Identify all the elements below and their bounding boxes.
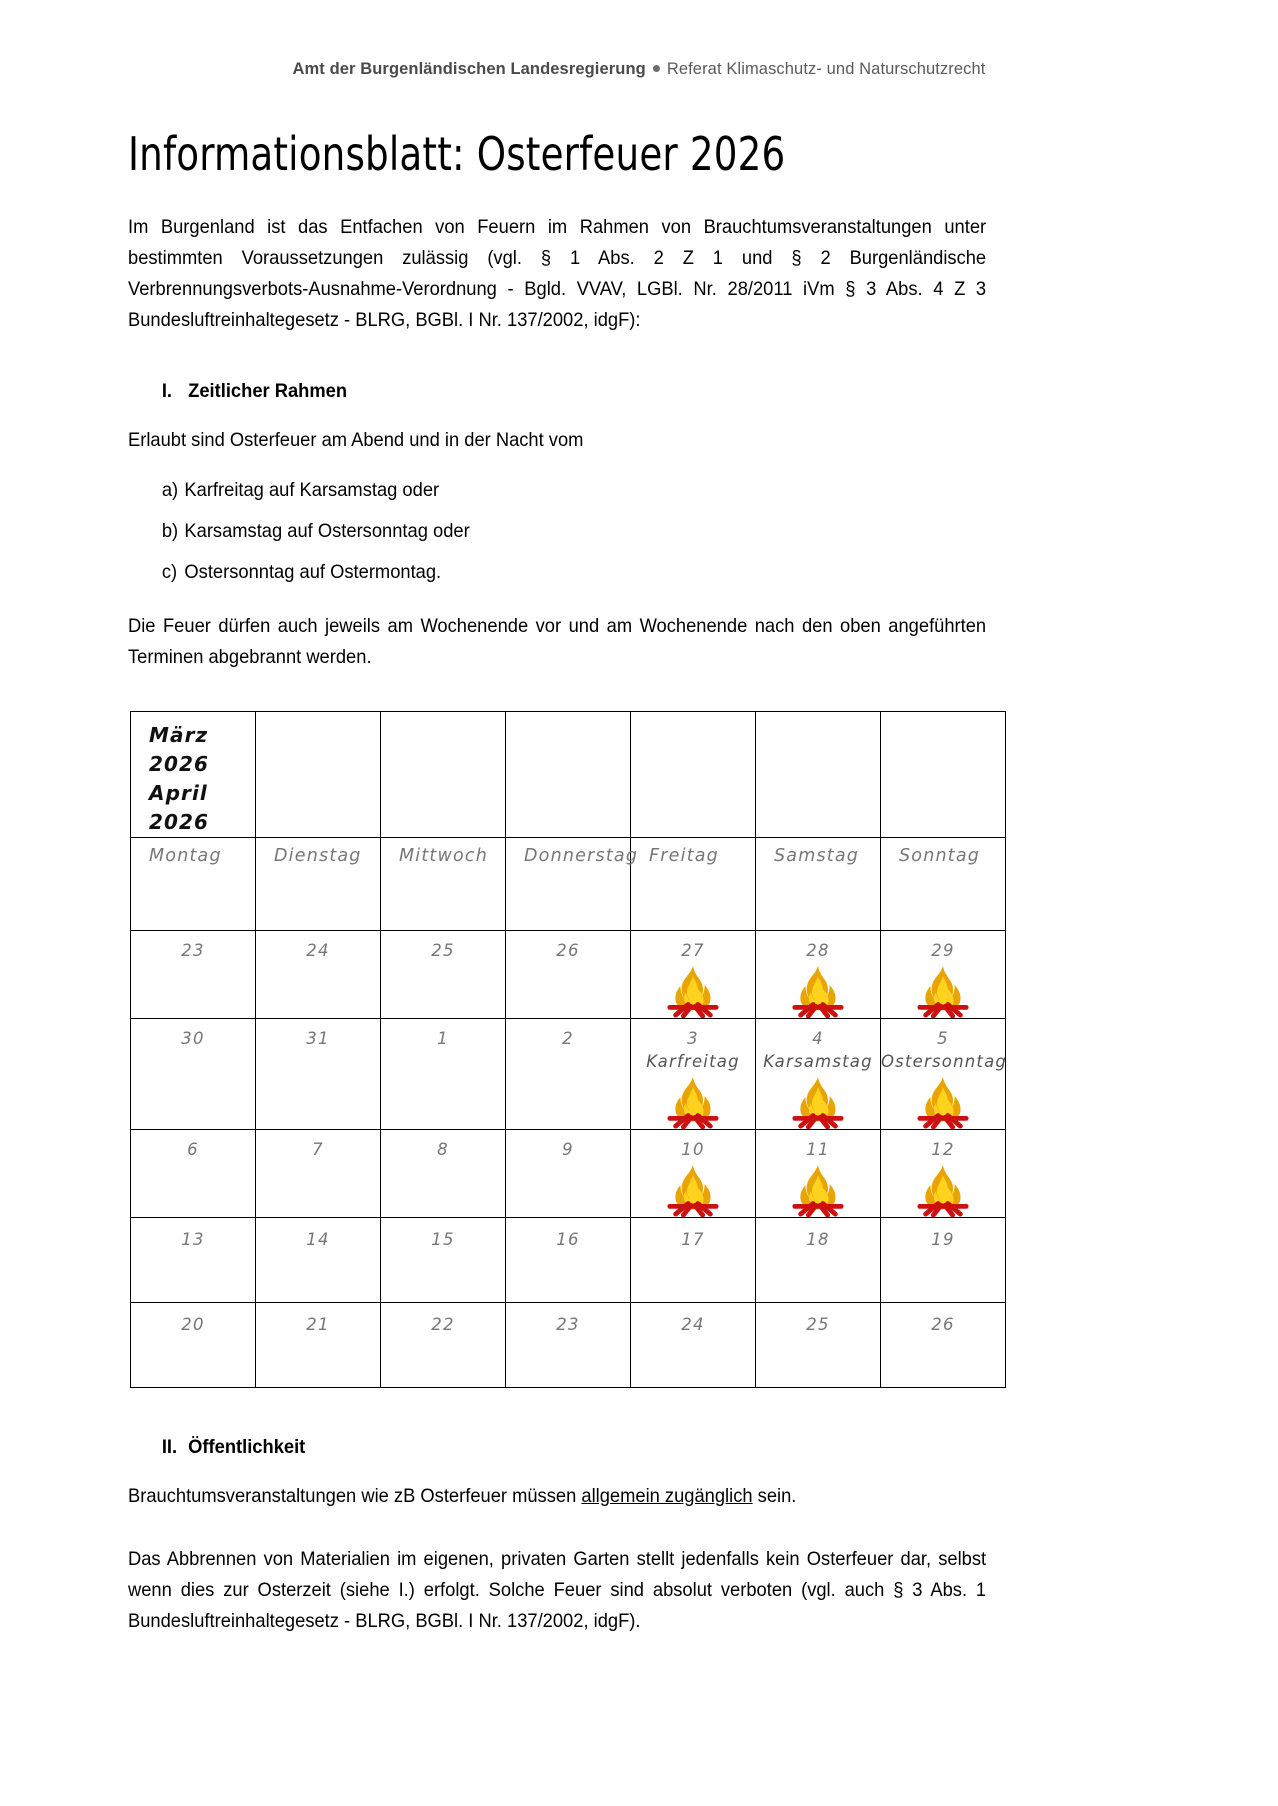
section-2-heading <box>128 1436 986 1459</box>
calendar-day-cell[interactable] <box>506 1303 631 1388</box>
calendar-day-number: 8 <box>437 1140 449 1160</box>
section-2-p1-before: Brauchtumsveranstaltungen wie zB Osterfeuer müssen <box>128 1485 582 1508</box>
list-item-label: Ostersonntag auf Ostermontag. <box>184 561 442 584</box>
calendar-day-number: 16 <box>556 1230 580 1250</box>
calendar-day-number: 28 <box>806 941 830 961</box>
calendar-day-cell[interactable] <box>506 931 631 1019</box>
calendar-day-number: 14 <box>306 1230 330 1250</box>
calendar-day-cell[interactable] <box>756 931 881 1019</box>
calendar-day-cell[interactable] <box>881 1130 1006 1218</box>
calendar-day-number: 31 <box>306 1029 330 1049</box>
section-1-lead: Erlaubt sind Osterfeuer am Abend und in der Nacht vom <box>128 429 584 452</box>
calendar-day-number: 19 <box>931 1230 955 1250</box>
list-item <box>128 552 986 593</box>
campfire-icon <box>662 1073 724 1129</box>
calendar-day-cell[interactable] <box>381 1218 506 1303</box>
calendar-day-cell[interactable] <box>881 1218 1006 1303</box>
calendar-title-filler <box>881 712 1006 838</box>
calendar-day-cell[interactable] <box>756 1019 881 1130</box>
calendar-day-cell[interactable] <box>256 1303 381 1388</box>
calendar-day-cell[interactable] <box>381 1130 506 1218</box>
calendar-day-number: 26 <box>556 941 580 961</box>
list-item-marker: b) <box>161 520 179 543</box>
section-1-list <box>128 470 986 593</box>
calendar-title-filler <box>381 712 506 838</box>
section-2-p1-after: sein. <box>752 1485 797 1508</box>
calendar-day-cell[interactable] <box>506 1130 631 1218</box>
header-organisation: Amt der Burgenländischen Landesregierung <box>292 60 646 78</box>
calendar-day-cell[interactable] <box>881 1303 1006 1388</box>
calendar-day-cell[interactable] <box>756 1218 881 1303</box>
calendar-weekday-row <box>131 838 1006 931</box>
calendar-day-number: 20 <box>181 1315 205 1335</box>
calendar-day-number: 23 <box>181 941 205 961</box>
calendar-day-number: 29 <box>931 941 955 961</box>
list-item <box>128 470 986 511</box>
calendar-day-number: 15 <box>431 1230 455 1250</box>
calendar-week-row <box>131 1218 1006 1303</box>
bullet-dot-icon <box>653 65 660 72</box>
weekday-header-montag: Montag <box>131 838 256 931</box>
campfire-icon <box>912 1073 974 1129</box>
weekday-header-dienstag: Dienstag <box>256 838 381 931</box>
calendar-day-number: 18 <box>806 1230 830 1250</box>
calendar-day-cell[interactable] <box>131 1019 256 1130</box>
calendar-day-number: 2 <box>562 1029 574 1049</box>
calendar-day-cell[interactable] <box>756 1130 881 1218</box>
weekday-header-samstag: Samstag <box>756 838 881 931</box>
document-content <box>128 127 1008 1643</box>
calendar-day-cell[interactable] <box>631 1019 756 1130</box>
section-2-title: Öffentlichkeit <box>188 1436 306 1459</box>
calendar-day-number: 11 <box>806 1140 830 1160</box>
calendar-day-cell[interactable] <box>256 1218 381 1303</box>
list-item-marker: c) <box>161 561 178 584</box>
calendar-day-label: Karfreitag <box>646 1052 740 1072</box>
running-header <box>0 60 1278 79</box>
calendar-day-number: 5 <box>937 1029 949 1049</box>
section-2-paragraph-2: Das Abbrennen von Materialien im eigenen, privaten Garten stellt jedenfalls kein Osterfeuer dar, selbst wenn dies zur Osterzeit (siehe I.) erfolgt. Solche Feuer sind absolut verboten (vgl. auch § 3 Abs. 1 Bundesluftreinhaltegesetz - BLRG, BGBl. I Nr. 137/2002, idgF). <box>128 1548 987 1633</box>
calendar-day-number: 9 <box>562 1140 574 1160</box>
calendar-day-number: 12 <box>931 1140 955 1160</box>
section-2-p1-underlined: allgemein zugänglich <box>581 1485 753 1508</box>
calendar-day-cell[interactable] <box>131 1130 256 1218</box>
section-1-title: Zeitlicher Rahmen <box>188 380 348 403</box>
campfire-icon <box>662 962 724 1018</box>
campfire-icon <box>787 1161 849 1217</box>
calendar-day-cell[interactable] <box>631 1130 756 1218</box>
calendar-day-number: 26 <box>931 1315 955 1335</box>
calendar-week-row <box>131 1303 1006 1388</box>
calendar-day-cell[interactable] <box>506 1019 631 1130</box>
calendar <box>130 711 1008 1388</box>
calendar-day-number: 4 <box>812 1029 824 1049</box>
paragraph-spacer <box>128 1518 986 1544</box>
section-2-number: II. <box>161 1436 178 1459</box>
calendar-day-cell[interactable] <box>256 1130 381 1218</box>
list-item-marker: a) <box>161 479 179 502</box>
section-2-paragraph-1 <box>128 1481 986 1512</box>
calendar-day-cell[interactable] <box>131 1218 256 1303</box>
calendar-month-line-1: März 2026 <box>149 723 210 777</box>
calendar-week-row <box>131 1019 1006 1130</box>
calendar-day-cell[interactable] <box>131 1303 256 1388</box>
calendar-day-cell[interactable] <box>256 931 381 1019</box>
calendar-day-cell[interactable] <box>381 1019 506 1130</box>
calendar-day-label: Karsamstag <box>763 1052 873 1072</box>
calendar-day-cell[interactable] <box>381 931 506 1019</box>
weekday-header-freitag: Freitag <box>631 838 756 931</box>
weekday-header-sonntag: Sonntag <box>881 838 1006 931</box>
calendar-day-cell[interactable] <box>631 931 756 1019</box>
header-department: Referat Klimaschutz- und Naturschutzrecht <box>666 60 986 78</box>
calendar-day-number: 24 <box>681 1315 705 1335</box>
campfire-icon <box>787 1073 849 1129</box>
list-item <box>128 511 986 552</box>
calendar-day-cell[interactable] <box>256 1019 381 1130</box>
calendar-day-number: 30 <box>181 1029 205 1049</box>
calendar-day-number: 10 <box>681 1140 705 1160</box>
list-item-label: Karfreitag auf Karsamstag oder <box>184 479 440 502</box>
campfire-icon <box>912 962 974 1018</box>
calendar-week-row <box>131 931 1006 1019</box>
calendar-title-filler <box>256 712 381 838</box>
calendar-day-number: 24 <box>306 941 330 961</box>
calendar-day-number: 17 <box>681 1230 705 1250</box>
calendar-day-number: 25 <box>806 1315 830 1335</box>
calendar-table <box>130 711 1006 1388</box>
calendar-day-cell[interactable] <box>631 1303 756 1388</box>
page-title: Informationsblatt: Osterfeuer 2026 <box>128 127 786 181</box>
campfire-icon <box>787 962 849 1018</box>
calendar-day-number: 23 <box>556 1315 580 1335</box>
calendar-week-row <box>131 1130 1006 1218</box>
campfire-icon <box>662 1161 724 1217</box>
calendar-title-row <box>131 712 1006 838</box>
weekday-header-donnerstag: Donnerstag <box>506 838 631 931</box>
calendar-title-filler <box>756 712 881 838</box>
calendar-day-number: 27 <box>681 941 705 961</box>
calendar-day-number: 21 <box>306 1315 330 1335</box>
calendar-month-cell <box>131 712 256 838</box>
calendar-day-number: 22 <box>431 1315 455 1335</box>
calendar-day-cell[interactable] <box>506 1218 631 1303</box>
calendar-day-number: 6 <box>187 1140 199 1160</box>
list-item-label: Karsamstag auf Ostersonntag oder <box>184 520 470 543</box>
calendar-day-cell[interactable] <box>881 1019 1006 1130</box>
calendar-title-filler <box>506 712 631 838</box>
calendar-day-cell[interactable] <box>756 1303 881 1388</box>
calendar-day-cell[interactable] <box>131 931 256 1019</box>
calendar-body <box>131 712 1006 1388</box>
calendar-day-cell[interactable] <box>381 1303 506 1388</box>
calendar-day-number: 7 <box>312 1140 324 1160</box>
calendar-day-number: 3 <box>687 1029 699 1049</box>
calendar-day-label: Ostersonntag <box>881 1052 1008 1072</box>
calendar-day-number: 25 <box>431 941 455 961</box>
campfire-icon <box>912 1161 974 1217</box>
calendar-day-number: 1 <box>437 1029 449 1049</box>
intro-paragraph: Im Burgenland ist das Entfachen von Feuern im Rahmen von Brauchtumsveranstaltungen unter bestimmten Voraussetzungen zulässig (vgl. § 1 Abs. 2 Z 1 und § 2 Burgenländische Verbrennungsverbots-Ausnahme-Verordnung - Bgld. VVAV, LGBl. Nr. 28/2011 iVm § 3 Abs. 4 Z 3 Bundesluftreinhaltegesetz - BLRG, BGBl. I Nr. 137/2002, idgF): <box>128 216 987 332</box>
section-1-number: I. <box>161 380 173 403</box>
calendar-day-number: 13 <box>181 1230 205 1250</box>
section-1-heading <box>128 380 986 403</box>
section-1-note: Die Feuer dürfen auch jeweils am Wochenende vor und am Wochenende nach den oben angeführten Terminen abgebrannt werden. <box>128 615 987 669</box>
calendar-day-cell[interactable] <box>631 1218 756 1303</box>
weekday-header-mittwoch: Mittwoch <box>381 838 506 931</box>
calendar-day-cell[interactable] <box>881 931 1006 1019</box>
calendar-title-filler <box>631 712 756 838</box>
calendar-month-line-2: April 2026 <box>149 781 210 835</box>
